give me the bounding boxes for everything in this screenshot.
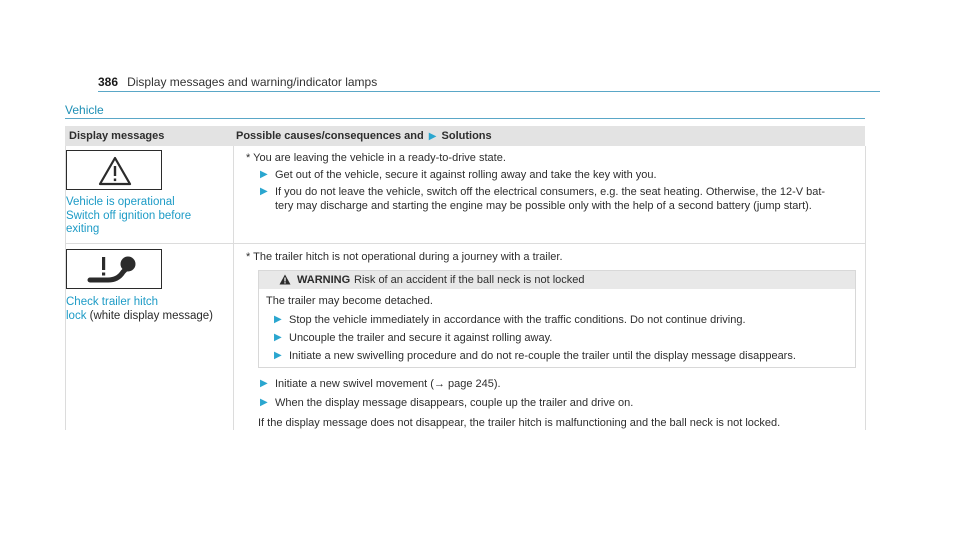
display-message-check-trailer-hitch — [66, 296, 213, 323]
step-arrow-icon: ▶ — [260, 397, 268, 408]
step-arrow-icon: ▶ — [274, 350, 282, 361]
warning-label: WARNING — [297, 274, 351, 286]
warning-step: Stop the vehicle immediately in accordance with the traffic conditions. Do not continue driving. — [289, 314, 746, 326]
warning-step: Initiate a new swivelling procedure and do not re-couple the trailer until the display message disappears. — [289, 350, 796, 362]
solution-step-continued: tery may discharge and starting the engine may be possible only with the help of a second battery (jump start). — [275, 200, 812, 212]
table-header — [65, 126, 865, 146]
message-line: exiting — [66, 223, 100, 235]
display-message-vehicle-operational — [66, 196, 191, 237]
warning-triangle-icon — [66, 150, 162, 190]
solution-step: When the display message disappears, couple up the trailer and drive on. — [275, 397, 634, 409]
page-number: 386 — [98, 75, 119, 89]
step-arrow-icon: ▶ — [260, 169, 268, 180]
cause-text: * You are leaving the vehicle in a ready-to-drive state. — [246, 152, 506, 164]
header-rule — [98, 91, 880, 92]
column-header-messages: Display messages — [69, 130, 165, 142]
warning-box — [258, 270, 856, 368]
solution-step: Initiate a new swivel movement (→ page 245). — [275, 378, 501, 390]
step-arrow-icon: ▶ — [274, 332, 282, 343]
step-arrow-icon: ▶ — [260, 186, 268, 197]
step-arrow-icon: ▶ — [260, 378, 268, 389]
column-header-solutions-label: Solutions — [441, 130, 492, 142]
message-line: Vehicle is operational — [66, 196, 175, 208]
warning-body: The trailer may become detached. — [266, 295, 433, 307]
warning-headline: Risk of an accident if the ball neck is not locked — [354, 274, 585, 286]
trailer-hitch-icon — [66, 249, 162, 289]
message-line: Check trailer hitch — [66, 296, 159, 308]
warning-bar — [259, 271, 855, 289]
column-header-causes-label: Possible causes/consequences and — [236, 130, 424, 142]
solution-arrow-icon: ▶ — [428, 131, 437, 142]
row-divider — [65, 243, 865, 244]
solution-step: Get out of the vehicle, secure it against rolling away and take the key with you. — [275, 169, 657, 181]
page-header — [98, 75, 880, 89]
column-divider — [233, 146, 234, 430]
column-header-causes — [236, 130, 492, 142]
message-line: Switch off ignition before — [66, 209, 192, 222]
page-header-title: Display messages and warning/indicator lamps — [127, 75, 378, 89]
section-rule — [65, 118, 865, 119]
footer-note: If the display message does not disappear, the trailer hitch is malfunctioning and the ball neck is not locked. — [258, 417, 781, 429]
message-line: lock — [66, 309, 87, 322]
cause-text: * The trailer hitch is not operational during a journey with a trailer. — [246, 251, 563, 263]
solution-step: If you do not leave the vehicle, switch off the electrical consumers, e.g. the seat heating. Otherwise, the 12-V bat- — [275, 186, 826, 198]
step-arrow-icon: ▶ — [274, 314, 282, 325]
warning-step: Uncouple the trailer and secure it against rolling away. — [289, 332, 553, 344]
message-suffix: (white display message) — [86, 309, 214, 322]
table-right-border — [865, 146, 866, 430]
section-title: Vehicle — [65, 103, 104, 117]
warning-icon — [279, 274, 291, 285]
